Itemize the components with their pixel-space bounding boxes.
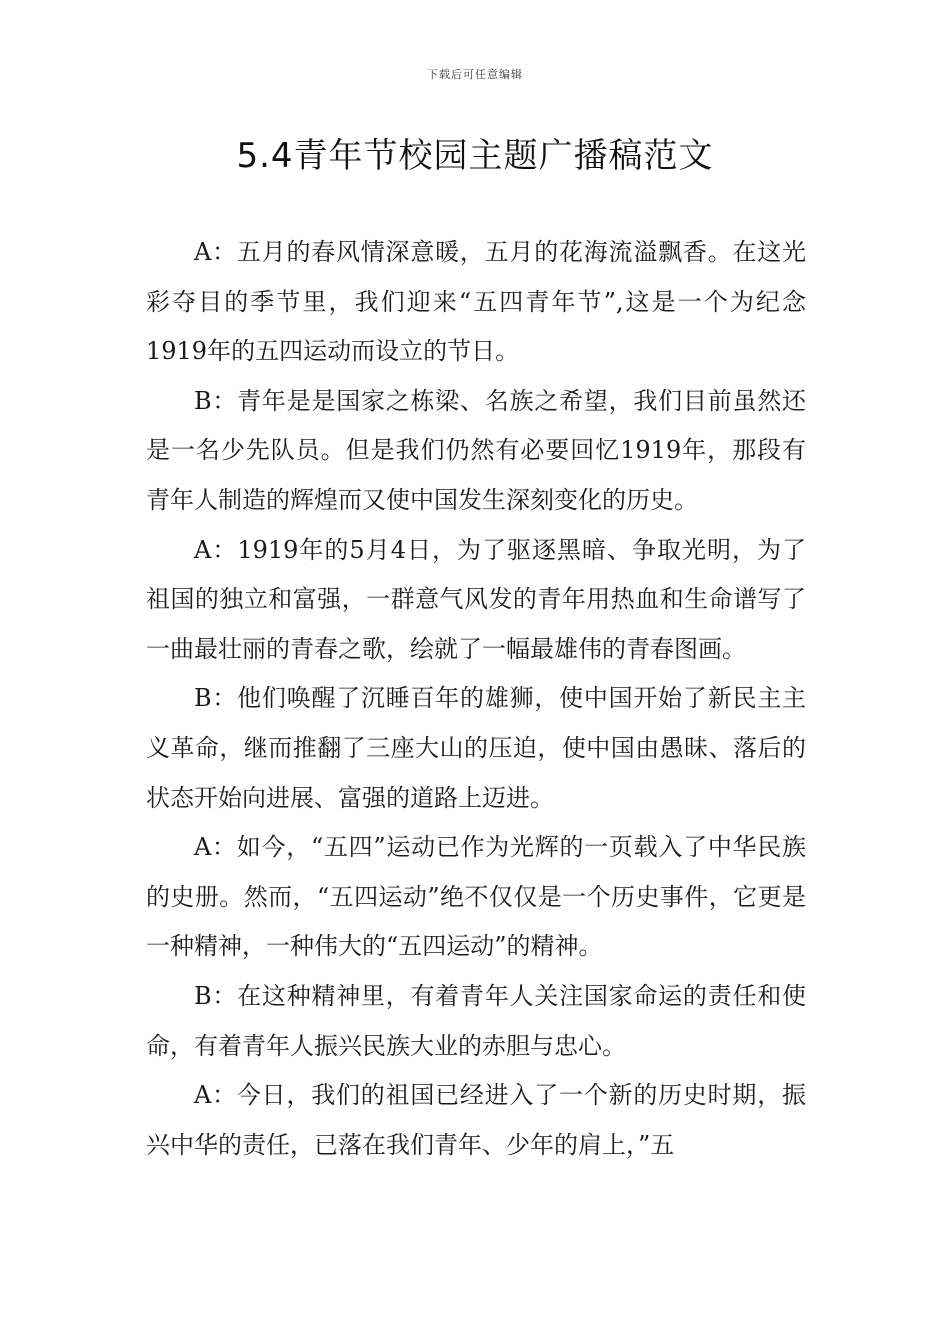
paragraph: A：今日，我们的祖国已经进入了一个新的历史时期，振兴中华的责任，已落在我们青年、少年的肩上，”五 xyxy=(146,1081,806,1159)
document-title: 5.4青年节校园主题广播稿范文 xyxy=(236,136,714,176)
paragraph: A：1919年的5月4日，为了驱逐黑暗、争取光明，为了祖国的独立和富强，一群意气风发的青年用热血和生命谱写了一曲最壮丽的青春之歌，绘就了一幅最雄伟的青春图画。 xyxy=(146,535,806,663)
paragraph: A：五月的春风情深意暖，五月的花海流溢飘香。在这光彩夺目的季节里，我们迎来“五四青年节”,这是一个为纪念1919年的五四运动而设立的节日。 xyxy=(146,238,806,366)
paragraph: A：如今，“五四”运动已作为光辉的一页载入了中华民族的史册。然而，“五四运动”绝不仅仅是一个历史事件，它更是一种精神，一种伟大的“五四运动”的精神。 xyxy=(146,833,806,961)
paragraph: B：在这种精神里，有着青年人关注国家命运的责任和使命，有着青年人振兴民族大业的赤胆与忠心。 xyxy=(146,981,806,1060)
paragraph: B：他们唤醒了沉睡百年的雄狮，使中国开始了新民主主义革命，继而推翻了三座大山的压迫，使中国由愚昧、落后的状态开始向进展、富强的道路上迈进。 xyxy=(146,684,806,812)
header-note: 下载后可任意编辑 xyxy=(427,68,523,81)
paragraph: B：青年是是国家之栋梁、名族之希望，我们目前虽然还是一名少先队员。但是我们仍然有必要回忆1919年，那段有青年人制造的辉煌而又使中国发生深刻变化的历史。 xyxy=(146,386,806,514)
document-body xyxy=(146,228,806,1170)
